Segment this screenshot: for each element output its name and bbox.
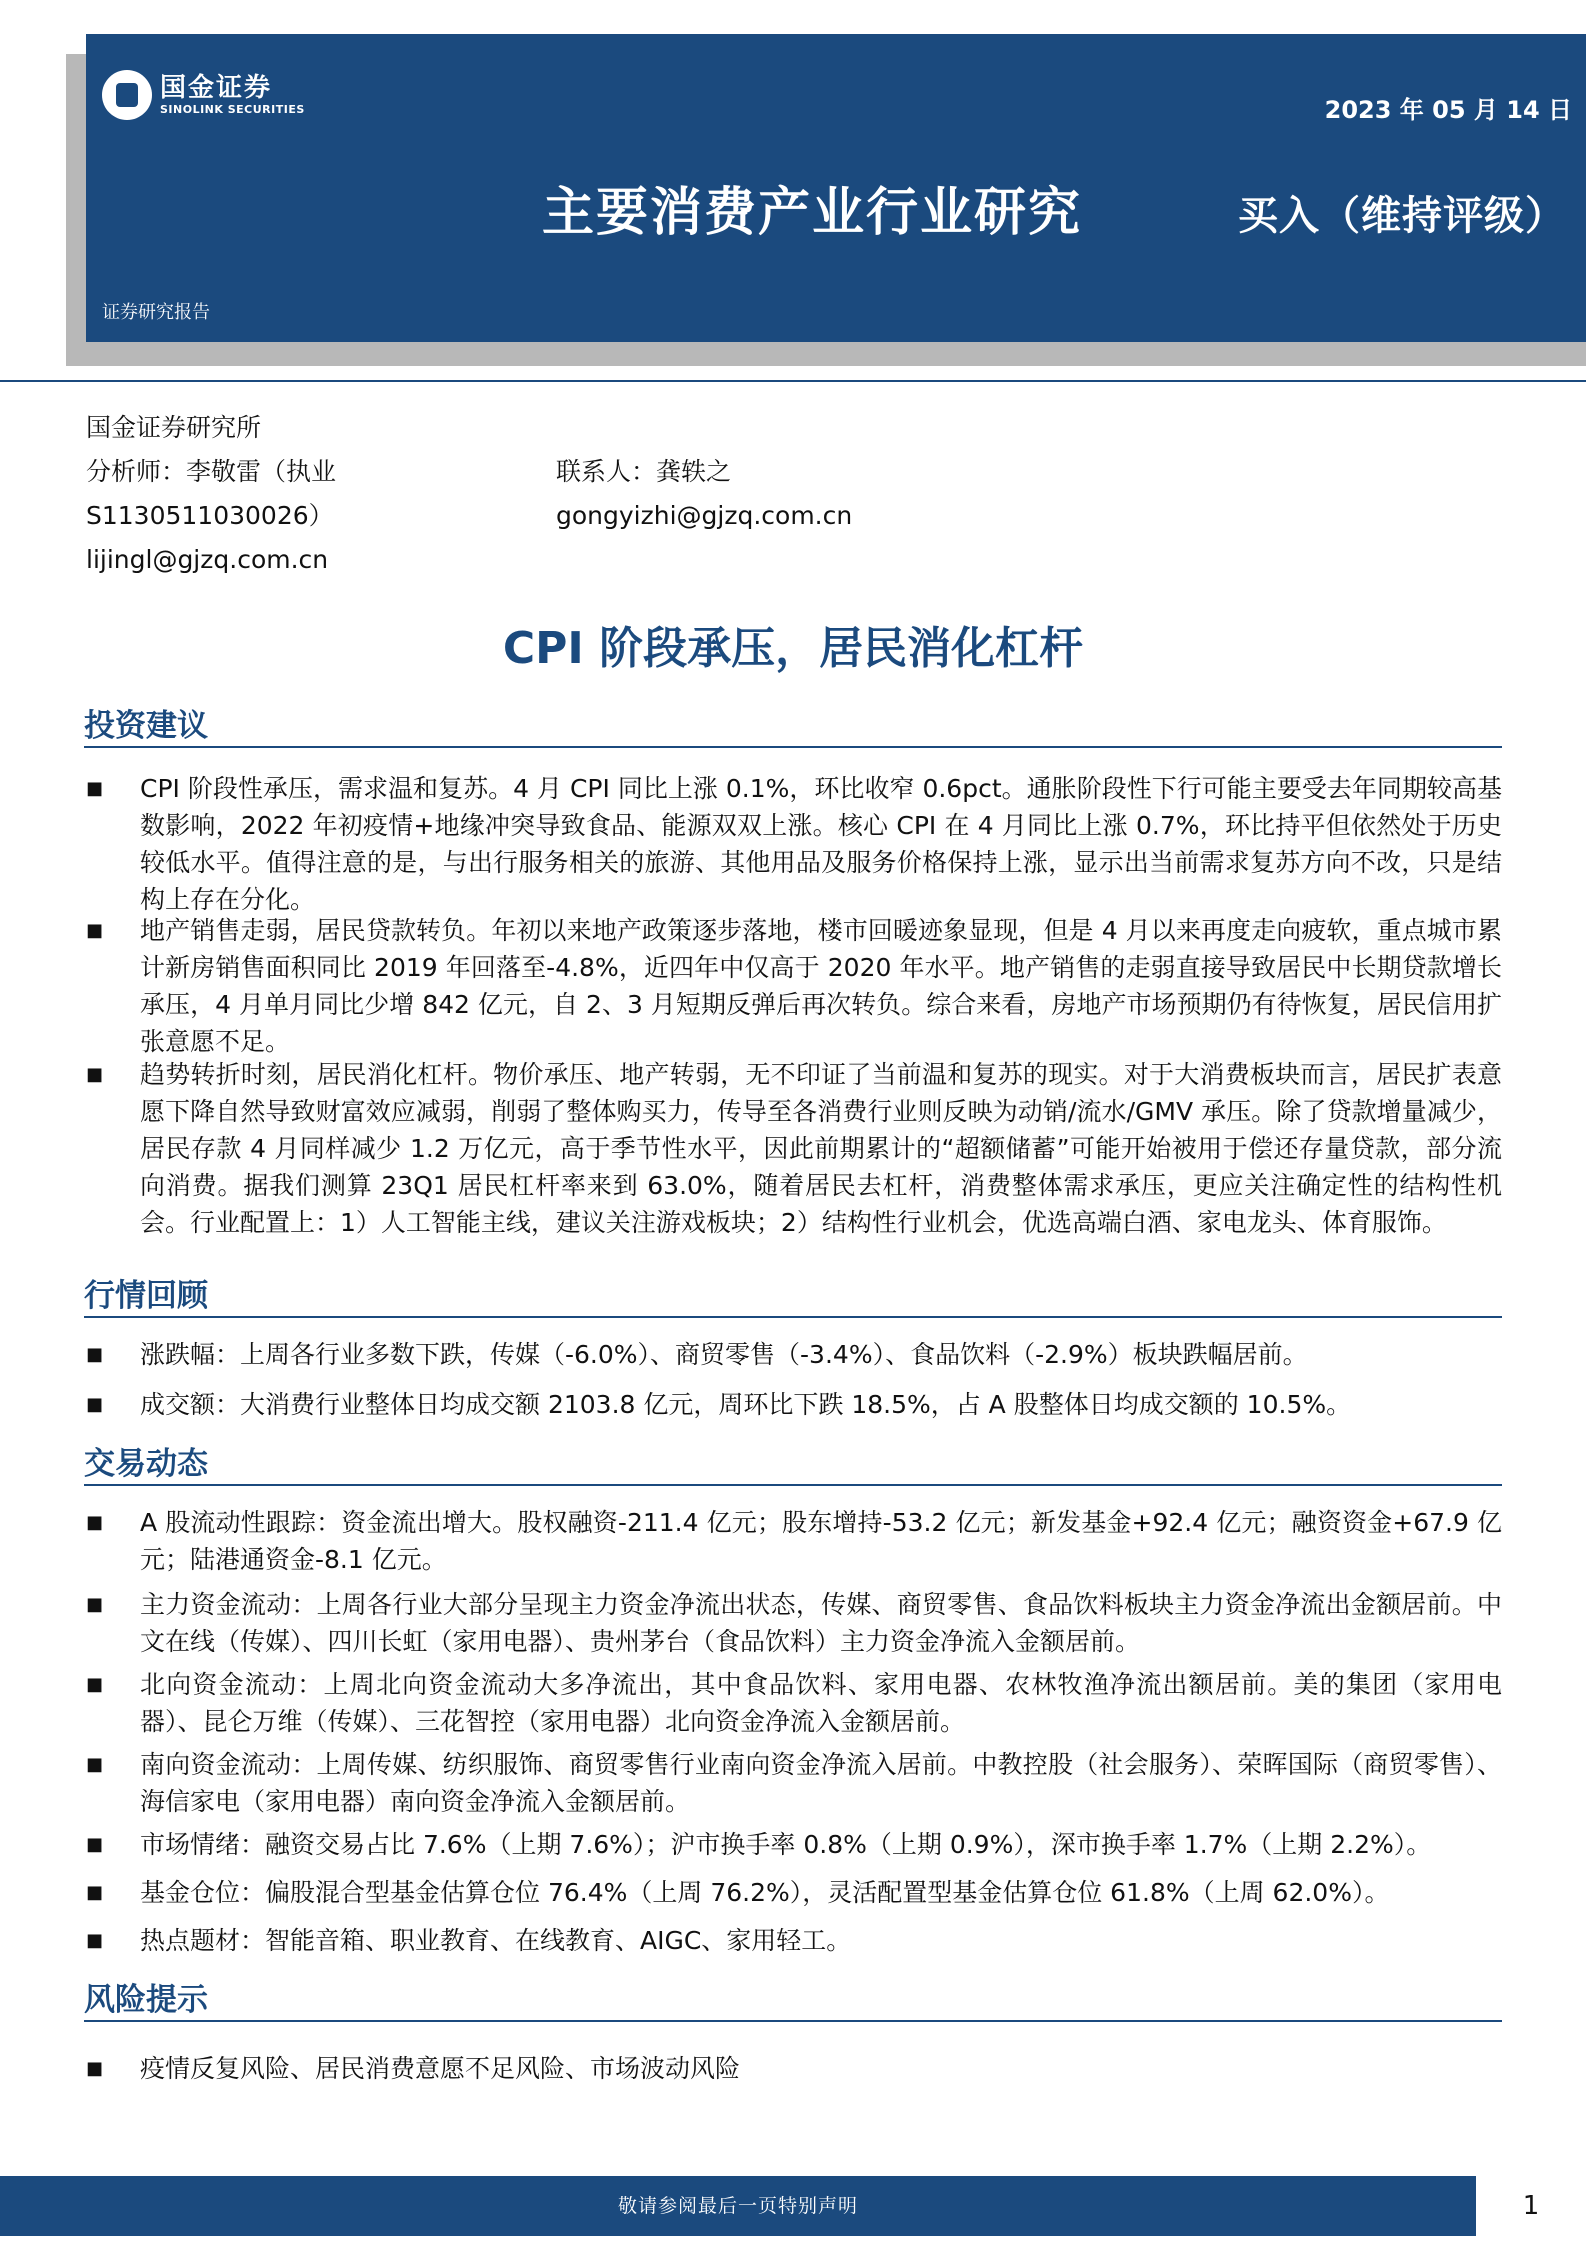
- company-logo: [102, 70, 305, 120]
- bullet-square-icon: ■: [86, 1064, 104, 1085]
- list-item: [84, 1386, 1502, 1423]
- list-item: [84, 770, 1502, 918]
- list-item-text: 地产销售走弱，居民贷款转负。年初以来地产政策逐步落地，楼市回暖迹象显现，但是 4 月以来再度走向疲软，重点城市累计新房销售面积同比 2019 年回落至-4.8%，近四年中仅高于 2020 年水平。地产销售的走弱直接导致居民中长期贷款增长承压，4 月单月同比少增 842 亿元，自 2、3 月短期反弹后再次转负。综合来看，房地产市场预期仍有待恢复，居民信用扩张意愿不足。: [140, 916, 1502, 1056]
- list-item: [84, 1666, 1502, 1740]
- list-item-text: 涨跌幅：上周各行业多数下跌，传媒（-6.0%）、商贸零售（-3.4%）、食品饮料（-2.9%）板块跌幅居前。: [140, 1340, 1308, 1369]
- list-item: [84, 1586, 1502, 1660]
- footer-disclaimer: 敬请参阅最后一页特别声明: [0, 2176, 1476, 2236]
- section-heading-trading: 交易动态: [84, 1446, 208, 1482]
- analyst-cert: S1130511030026）: [86, 501, 334, 530]
- list-item: [84, 1746, 1502, 1820]
- bullet-square-icon: ■: [86, 1834, 104, 1855]
- analyst-name: 分析师：李敬雷（执业: [86, 457, 337, 486]
- bullet-square-icon: ■: [86, 1754, 104, 1775]
- header-banner: [86, 34, 1586, 342]
- bullet-square-icon: ■: [86, 1394, 104, 1415]
- contact-email[interactable]: gongyizhi@gjzq.com.cn: [556, 501, 853, 530]
- list-item: [84, 1922, 1502, 1959]
- section-divider: [84, 746, 1502, 748]
- page-number: 1: [1476, 2176, 1586, 2236]
- bullet-square-icon: ■: [86, 1594, 104, 1615]
- section-heading-investment: 投资建议: [84, 708, 208, 744]
- logo-cn-text: 国金证券: [160, 73, 273, 103]
- bullet-square-icon: ■: [86, 2058, 104, 2079]
- logo-en-text: SINOLINK SECURITIES: [160, 103, 305, 116]
- list-item-text: 热点题材：智能音箱、职业教育、在线教育、AIGC、家用轻工。: [140, 1926, 852, 1955]
- list-item: [84, 1504, 1502, 1578]
- list-item-text: 主力资金流动：上周各行业大部分呈现主力资金净流出状态，传媒、商贸零售、食品饮料板块主力资金净流出金额居前。中文在线（传媒）、四川长虹（家用电器）、贵州茅台（食品饮料）主力资金净流入金额居前。: [140, 1590, 1502, 1656]
- bullet-square-icon: ■: [86, 1344, 104, 1365]
- bullet-square-icon: ■: [86, 1512, 104, 1533]
- list-item-text: A 股流动性跟踪：资金流出增大。股权融资-211.4 亿元；股东增持-53.2 亿元；新发基金+92.4 亿元；融资资金+67.9 亿元；陆港通资金-8.1 亿元。: [140, 1508, 1502, 1574]
- header-divider: [0, 380, 1586, 382]
- report-type: 证券研究报告: [102, 302, 210, 323]
- list-item: [84, 912, 1502, 1060]
- list-item-text: 基金仓位：偏股混合型基金估算仓位 76.4%（上周 76.2%），灵活配置型基金估算仓位 61.8%（上周 62.0%）。: [140, 1878, 1390, 1907]
- bullet-square-icon: ■: [86, 778, 104, 799]
- section-divider: [84, 1484, 1502, 1486]
- report-title: 主要消费产业行业研究: [542, 183, 1083, 243]
- bullet-square-icon: ■: [86, 1674, 104, 1695]
- list-item-text: 成交额：大消费行业整体日均成交额 2103.8 亿元，周环比下跌 18.5%，占 A 股整体日均成交额的 10.5%。: [140, 1390, 1352, 1419]
- list-item-text: 疫情反复风险、居民消费意愿不足风险、市场波动风险: [140, 2054, 741, 2083]
- bullet-square-icon: ■: [86, 1930, 104, 1951]
- section-divider: [84, 1316, 1502, 1318]
- list-item-text: 南向资金流动：上周传媒、纺织服饰、商贸零售行业南向资金净流入居前。中教控股（社会服务）、荣晖国际（商贸零售）、海信家电（家用电器）南向资金净流入金额居前。: [140, 1750, 1502, 1816]
- bullet-square-icon: ■: [86, 1882, 104, 1903]
- analyst-email[interactable]: lijingl@gjzq.com.cn: [86, 545, 329, 574]
- list-item: [84, 1826, 1502, 1863]
- main-title: CPI 阶段承压，居民消化杠杆: [502, 623, 1084, 674]
- contact-info: [556, 450, 1056, 538]
- institute-name: 国金证券研究所: [86, 413, 262, 442]
- list-item: [84, 1336, 1502, 1373]
- list-item-text: 北向资金流动：上周北向资金流动大多净流出，其中食品饮料、家用电器、农林牧渔净流出额居前。美的集团（家用电器）、昆仑万维（传媒）、三花智控（家用电器）北向资金净流入金额居前。: [140, 1670, 1502, 1736]
- analyst-info: [86, 406, 486, 582]
- list-item-text: 市场情绪：融资交易占比 7.6%（上期 7.6%）；沪市换手率 0.8%（上期 0.9%），深市换手率 1.7%（上期 2.2%）。: [140, 1830, 1432, 1859]
- logo-icon: [102, 70, 152, 120]
- section-heading-risk: 风险提示: [84, 1982, 208, 2018]
- list-item: [84, 1056, 1502, 1241]
- contact-name: 联系人：龚轶之: [556, 457, 732, 486]
- list-item: [84, 1874, 1502, 1911]
- report-date: 2023 年 05 月 14 日: [1324, 96, 1572, 124]
- rating: 买入（维持评级）: [1238, 193, 1566, 239]
- list-item: [84, 2050, 1502, 2087]
- list-item-text: 趋势转折时刻，居民消化杠杆。物价承压、地产转弱，无不印证了当前温和复苏的现实。对于大消费板块而言，居民扩表意愿下降自然导致财富效应减弱，削弱了整体购买力，传导至各消费行业则反映为动销/流水/GMV 承压。除了贷款增量减少，居民存款 4 月同样减少 1.2 万亿元，高于季节性水平，因此前期累计的“超额储蓄”可能开始被用于偿还存量贷款，部分流向消费。据我们测算 23Q1 居民杠杆率来到 63.0%，随着居民去杠杆，消费整体需求承压，更应关注确定性的结构性机会。行业配置上：1）人工智能主线，建议关注游戏板块；2）结构性行业机会，优选高端白酒、家电龙头、体育服饰。: [140, 1060, 1502, 1237]
- section-heading-market-review: 行情回顾: [84, 1278, 208, 1314]
- bullet-square-icon: ■: [86, 920, 104, 941]
- list-item-text: CPI 阶段性承压，需求温和复苏。4 月 CPI 同比上涨 0.1%，环比收窄 0.6pct。通胀阶段性下行可能主要受去年同期较高基数影响，2022 年初疫情+地缘冲突导致食品、能源双双上涨。核心 CPI 在 4 月同比上涨 0.7%，环比持平但依然处于历史较低水平。值得注意的是，与出行服务相关的旅游、其他用品及服务价格保持上涨，显示出当前需求复苏方向不改，只是结构上存在分化。: [140, 774, 1502, 914]
- section-divider: [84, 2020, 1502, 2022]
